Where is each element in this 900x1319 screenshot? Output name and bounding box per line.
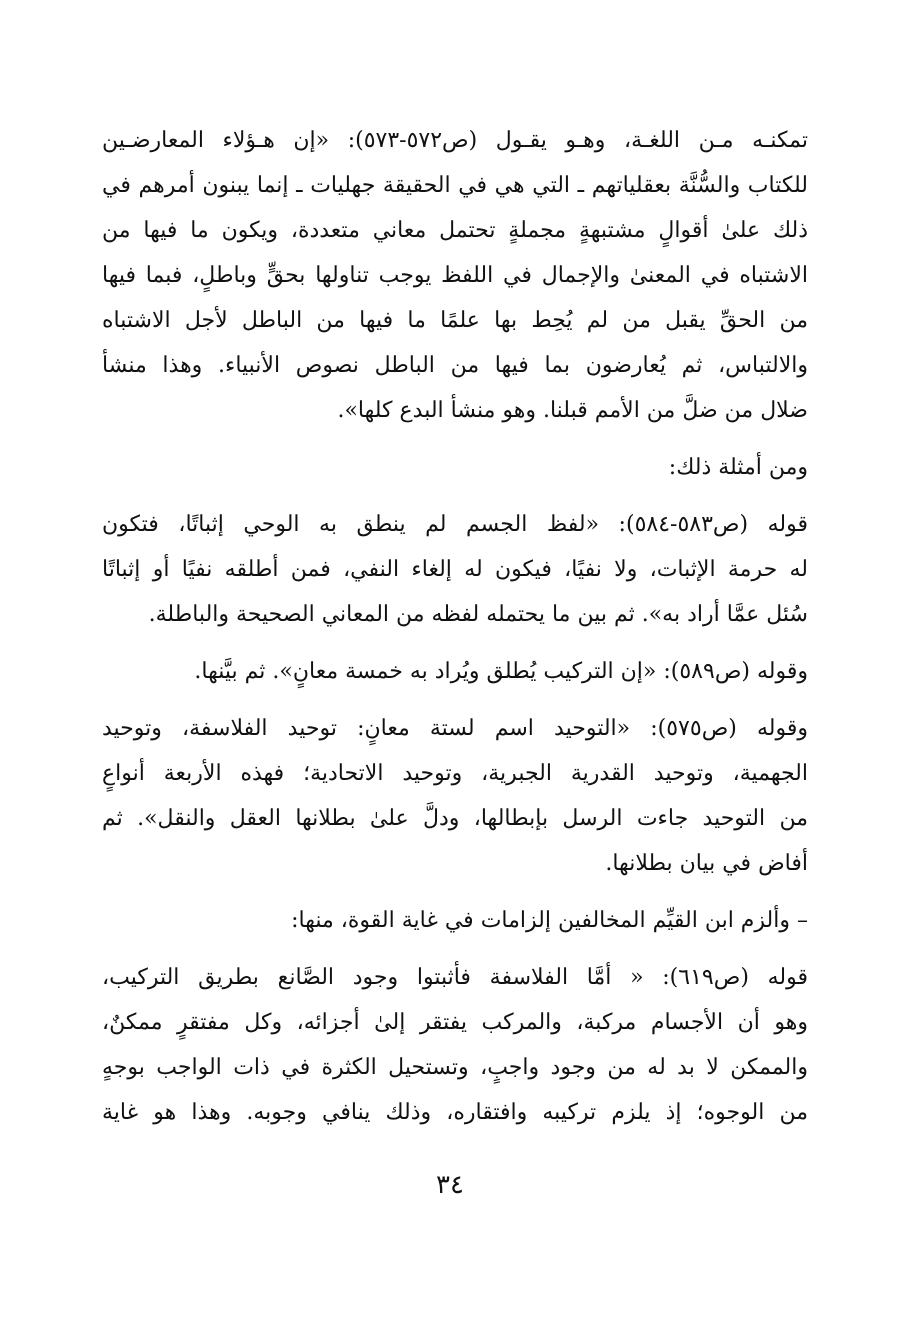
text-line: ذلك علىٰ أقوالٍ مشتبهةٍ مجملةٍ تحتمل معاني متعددة، ويكون ما فيها من: [102, 218, 808, 243]
text-line: – وألزم ابن القيِّم المخالفين إلزامات في غاية القوة، منها:: [291, 908, 808, 933]
paragraph: [102, 649, 808, 694]
paragraph: [102, 898, 808, 943]
text-line: والالتباس، ثم يُعارضون بما فيها من الباطل نصوص الأنبياء. وهذا منشأ: [102, 353, 808, 378]
page-body: [102, 118, 808, 1135]
text-line: وقوله (ص٥٧٥): «التوحيد اسم لستة معانٍ: توحيد الفلاسفة، وتوحيد: [102, 716, 808, 741]
page-number: ٣٤: [436, 1170, 464, 1200]
text-line: من الوجوه؛ إذ يلزم تركيبه وافتقاره، وذلك ينافي وجوبه. وهذا هو غاية: [102, 1100, 808, 1125]
text-line: الجهمية، وتوحيد القدرية الجبرية، وتوحيد الاتحادية؛ فهذه الأربعة أنواعٍ: [102, 761, 808, 786]
paragraph: [102, 445, 808, 490]
text-line: له حرمة الإثبات، ولا نفيًا، فيكون له إلغاء النفي، فمن أطلقه نفيًا أو إثباتًا: [102, 557, 808, 582]
text-line: تمكنـه مـن اللغـة، وهـو يقـول (ص٥٧٢-٥٧٣): «إن هـؤلاء المعارضـين: [102, 128, 808, 153]
text-line: وقوله (ص٥٨٩): «إن التركيب يُطلق ويُراد به خمسة معانٍ». ثم بيَّنها.: [194, 659, 808, 684]
text-line: من الحقِّ يقبل من لم يُحِط بها علمًا ما فيها من الباطل لأجل الاشتباه: [102, 308, 808, 333]
text-line: سُئل عمَّا أراد به». ثم بين ما يحتمله لفظه من المعاني الصحيحة والباطلة.: [148, 602, 808, 627]
text-line: أفاض في بيان بطلانها.: [605, 851, 808, 876]
text-line: من التوحيد جاءت الرسل بإبطالها، ودلَّ علىٰ بطلانها العقل والنقل». ثم: [102, 806, 808, 831]
text-line: ضلال من ضلَّ من الأمم قبلنا. وهو منشأ البدع كلها».: [337, 398, 808, 423]
text-line: والممكن لا بد له من وجود واجبٍ، وتستحيل الكثرة في ذات الواجب بوجهٍ: [102, 1055, 808, 1080]
paragraph: [102, 706, 808, 886]
text-line: الاشتباه في المعنىٰ والإجمال في اللفظ يوجب تناولها بحقٍّ وباطلٍ، فبما فيها: [102, 263, 808, 288]
text-line: وهو أن الأجسام مركبة، والمركب يفتقر إلىٰ أجزائه، وكل مفتقرٍ ممكنٌ،: [102, 1010, 808, 1035]
paragraph: [102, 955, 808, 1135]
text-line: قوله (ص٥٨٣-٥٨٤): «لفظ الجسم لم ينطق به الوحي إثباتًا، فتكون: [102, 512, 808, 537]
text-line: للكتاب والسُّنَّة بعقلياتهم ـ التي هي في الحقيقة جهليات ـ إنما يبنون أمرهم في: [102, 173, 808, 198]
text-line: ومن أمثلة ذلك:: [668, 455, 808, 480]
text-line: قوله (ص٦١٩): « أمَّا الفلاسفة فأثبتوا وجود الصَّانع بطريق التركيب،: [102, 965, 808, 990]
paragraph: [102, 118, 808, 433]
paragraph: [102, 502, 808, 637]
